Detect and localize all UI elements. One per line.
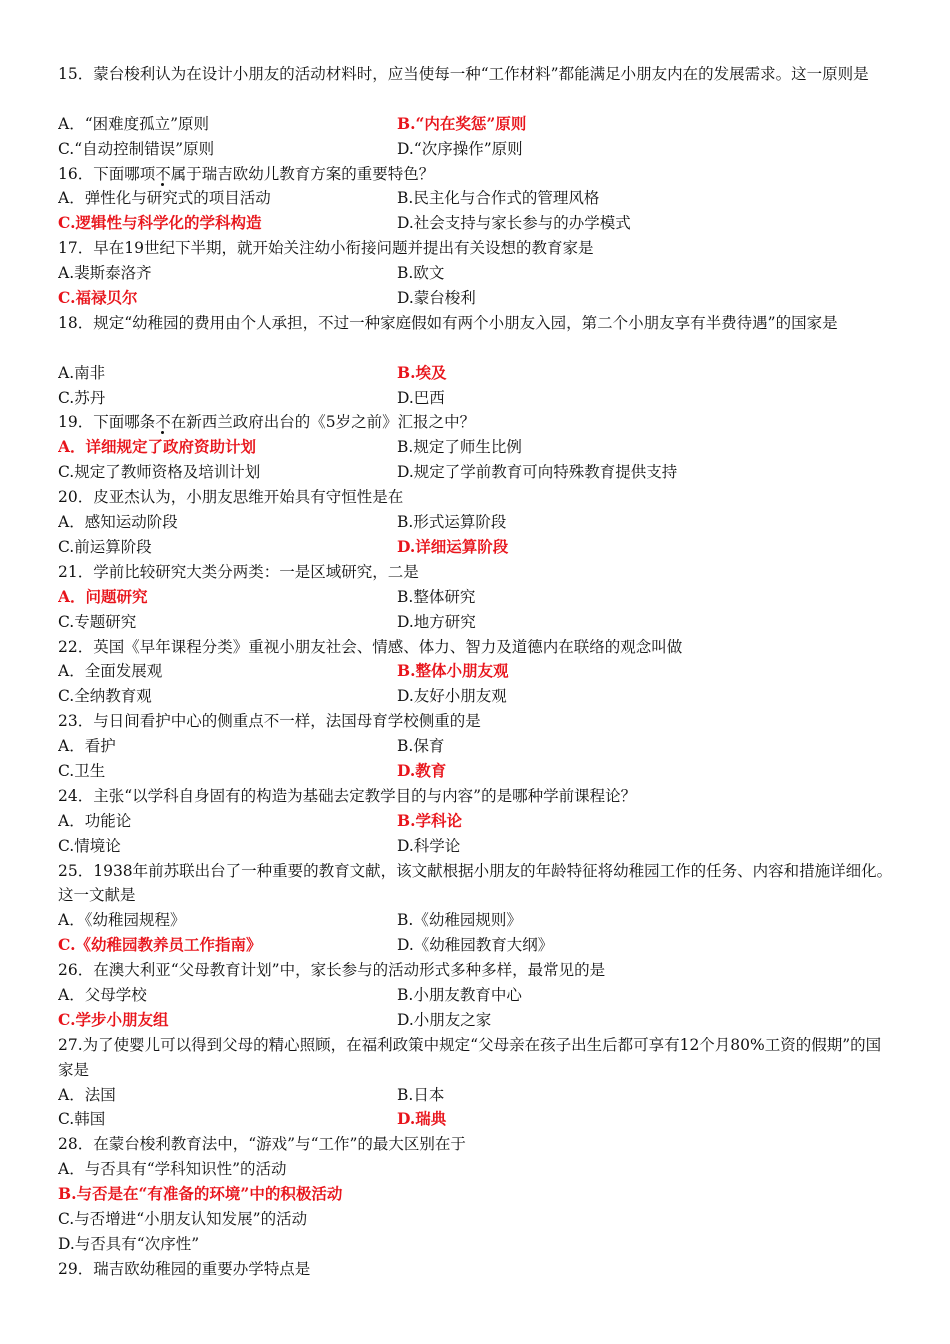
q27-option-b[interactable]: B.日本 (397, 1085, 445, 1104)
q18-options-row2 (58, 386, 894, 411)
q20-option-d-answer[interactable]: D.详细运算阶段 (397, 536, 509, 556)
q26-option-b[interactable]: B.小朋友教育中心 (397, 985, 522, 1004)
q16-options-row2 (58, 211, 894, 236)
q16-option-a[interactable]: A．弹性化与研究式的项目活动 (58, 189, 271, 208)
q15-option-c[interactable]: C.“自动控制错误”原则 (58, 139, 215, 158)
q22-options-row1 (58, 659, 894, 684)
q27-options-row1 (58, 1083, 894, 1108)
q19-option-c[interactable]: C.规定了教师资格及培训计划 (58, 463, 261, 482)
q18-option-c[interactable]: C.苏丹 (58, 388, 106, 407)
q21-options-row1 (58, 585, 894, 610)
q17-option-a[interactable]: A.裴斯泰洛齐 (58, 264, 152, 283)
q20-options-row1 (58, 510, 894, 535)
q28-option-d[interactable]: D.与否具有“次序性” (58, 1234, 200, 1253)
q23-option-b[interactable]: B.保育 (397, 737, 445, 756)
q22-option-b-answer[interactable]: B.整体小朋友观 (397, 661, 509, 681)
q21-options-row2 (58, 610, 894, 635)
q17-option-b[interactable]: B.欧文 (397, 264, 445, 283)
q26-option-c-answer[interactable]: C.学步小朋友组 (58, 1009, 169, 1029)
q24-options-row1 (58, 809, 894, 834)
q22-option-c[interactable]: C.全纳教育观 (58, 687, 152, 706)
q24-option-b-answer[interactable]: B.学科论 (397, 810, 462, 830)
question-25-stem: 25．1938年前苏联出台了一种重要的教育文献，该文献根据小朋友的年龄特征将幼稚园工作的任务、内容和措施详细化。这一文献是 (58, 861, 893, 905)
q18-option-b-answer[interactable]: B.埃及 (397, 362, 447, 382)
q15-stem: 15．蒙台梭利认为在设计小朋友的活动材料时，应当使每一种“工作材料”都能满足小朋友内在的发展需求。这一原则是 (58, 65, 869, 83)
question-15-stem-line2-spacer (58, 87, 894, 112)
question-26-stem: 26．在澳大利亚“父母教育计划”中，家长参与的活动形式多种多样，最常见的是 (58, 961, 606, 980)
q26-options-row2 (58, 1008, 894, 1033)
question-28-stem: 28．在蒙台梭利教育法中，“游戏”与“工作”的最大区别在于 (58, 1135, 466, 1154)
q20-options-row2 (58, 535, 894, 560)
q21-option-b[interactable]: B.整体研究 (397, 587, 476, 606)
q16-option-c-answer[interactable]: C.逻辑性与科学化的学科构造 (58, 213, 262, 233)
question-23-stem: 23．与日间看护中心的侧重点不一样，法国母育学校侧重的是 (58, 712, 481, 731)
question-18-stem: 18．规定“幼稚园的费用由个人承担，不过一种家庭假如有两个小朋友入园，第二个小朋友享有半费待遇”的国家是 (58, 313, 838, 332)
q19-options-row1 (58, 435, 894, 460)
question-29-stem: 29．瑞吉欧幼稚园的重要办学特点是 (58, 1259, 311, 1278)
q24-option-d[interactable]: D.科学论 (397, 836, 461, 855)
q23-option-d-answer[interactable]: D.教育 (397, 760, 447, 780)
emphasis-not: 不 (155, 164, 171, 183)
question-27-stem: 27.为了使婴儿可以得到父母的精心照顾，在福利政策中规定“父母亲在孩子出生后都可享有12个月80%工资的假期”的国家是 (58, 1035, 882, 1079)
question-15-stem-line1 (58, 62, 894, 87)
q20-option-b[interactable]: B.形式运算阶段 (397, 513, 507, 532)
q17-options-row1 (58, 261, 894, 286)
q15-option-d[interactable]: D.“次序操作”原则 (397, 139, 523, 158)
q19-options-row2 (58, 460, 894, 485)
exam-document (58, 62, 894, 1282)
q23-options-row1 (58, 734, 894, 759)
emphasis-not: 不 (155, 413, 171, 432)
q23-options-row2 (58, 759, 894, 784)
q25-option-b[interactable]: B.《幼稚园规则》 (397, 911, 522, 930)
q15-options-row2 (58, 137, 894, 162)
q25-option-c-answer[interactable]: C.《幼稚园教养员工作指南》 (58, 935, 262, 955)
q17-options-row2 (58, 286, 894, 311)
q22-option-d[interactable]: D.友好小朋友观 (397, 687, 507, 706)
q25-option-a[interactable]: A．《幼稚园规程》 (58, 911, 186, 930)
q24-options-row2 (58, 834, 894, 859)
q26-option-a[interactable]: A．父母学校 (58, 985, 147, 1004)
q26-options-row1 (58, 983, 894, 1008)
q21-option-d[interactable]: D.地方研究 (397, 612, 476, 631)
q17-option-d[interactable]: D.蒙台梭利 (397, 289, 476, 308)
q19-option-b[interactable]: B.规定了师生比例 (397, 438, 522, 457)
question-19-stem: 19．下面哪条不在新西兰政府出台的《5岁之前》汇报之中？ (58, 413, 476, 432)
q17-option-c-answer[interactable]: C.福禄贝尔 (58, 288, 138, 308)
question-24-stem: 24．主张“以学科自身固有的构造为基础去定教学目的与内容”的是哪种学前课程论？ (58, 786, 637, 805)
q21-option-c[interactable]: C.专题研究 (58, 612, 137, 631)
q27-option-d-answer[interactable]: D.瑞典 (397, 1109, 447, 1129)
q22-option-a[interactable]: A．全面发展观 (58, 662, 163, 681)
q21-option-a-answer[interactable]: A．问题研究 (58, 586, 148, 606)
q25-option-d[interactable]: D.《幼稚园教育大纲》 (397, 936, 554, 955)
q25-options-row2 (58, 933, 894, 958)
q27-option-a[interactable]: A．法国 (58, 1085, 116, 1104)
q15-options-row1 (58, 112, 894, 137)
q27-option-c[interactable]: C.韩国 (58, 1110, 106, 1129)
q28-option-c[interactable]: C.与否增进“小朋友认知发展”的活动 (58, 1210, 308, 1229)
q20-option-c[interactable]: C.前运算阶段 (58, 537, 152, 556)
q23-option-c[interactable]: C.卫生 (58, 761, 106, 780)
q23-option-a[interactable]: A．看护 (58, 737, 116, 756)
q18-options-row1 (58, 361, 894, 386)
question-21-stem: 21．学前比较研究大类分两类：一是区域研究，二是 (58, 562, 419, 581)
q28-option-b-answer[interactable]: B.与否是在“有准备的环境”中的积极活动 (58, 1184, 343, 1204)
q16-options-row1 (58, 186, 894, 211)
q25-options-row1 (58, 908, 894, 933)
q18-option-d[interactable]: D.巴西 (397, 388, 445, 407)
q19-option-d[interactable]: D.规定了学前教育可向特殊教育提供支持 (397, 463, 678, 482)
q16-option-d[interactable]: D.社会支持与家长参与的办学模式 (397, 214, 631, 233)
q22-options-row2 (58, 684, 894, 709)
q16-option-b[interactable]: B.民主化与合作式的管理风格 (397, 189, 600, 208)
q20-option-a[interactable]: A．感知运动阶段 (58, 513, 178, 532)
q28-option-a[interactable]: A．与否具有“学科知识性”的活动 (58, 1160, 287, 1179)
q26-option-d[interactable]: D.小朋友之家 (397, 1010, 492, 1029)
question-22-stem: 22．英国《早年课程分类》重视小朋友社会、情感、体力、智力及道德内在联络的观念叫做 (58, 637, 683, 656)
q24-option-c[interactable]: C.情境论 (58, 836, 121, 855)
q18-option-a[interactable]: A.南非 (58, 363, 106, 382)
q19-option-a-answer[interactable]: A．详细规定了政府资助计划 (58, 437, 257, 457)
q24-option-a[interactable]: A．功能论 (58, 811, 132, 830)
q15-option-b-answer[interactable]: B.“内在奖惩”原则 (397, 113, 527, 133)
question-17-stem: 17．早在19世纪下半期，就开始关注幼小衔接问题并提出有关设想的教育家是 (58, 239, 594, 258)
question-20-stem: 20．皮亚杰认为，小朋友思维开始具有守恒性是在 (58, 488, 404, 507)
q15-option-a[interactable]: A．“困难度孤立”原则 (58, 114, 210, 133)
q27-options-row2 (58, 1107, 894, 1132)
question-16-stem: 16．下面哪项不属于瑞吉欧幼儿教育方案的重要特色？ (58, 164, 435, 183)
